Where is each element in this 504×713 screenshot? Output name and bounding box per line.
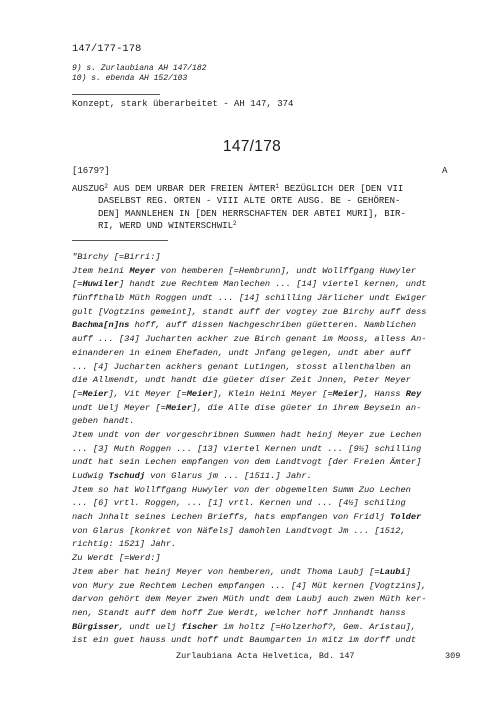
body-line: ist ein guet hauss undt hoff undt Baumgarten in mitz im dorff undt — [72, 635, 417, 646]
footnote-10: 10) s. ebenda AH 152/103 — [72, 74, 188, 83]
body-line: Ludwig Tschudj von Glarus jm ... [1511.] Jahr. — [72, 471, 312, 481]
body-line: Jtem aber hat heinj Meyer von hemberen, undt Thoma Laubj [=Laubi] — [72, 566, 411, 577]
body-line: [=Huwiler] handt zue Rechtem Manlechen ... [14] viertel kernen, undt — [72, 279, 427, 290]
body-line: darvon gehört dem Meyer zwen Müth undt dem Laubj auch zwen Müth ker- — [72, 594, 427, 605]
body-line: undt hat sein Lechen empfangen von dem Landtvogt [der Freien Ämter] — [72, 457, 422, 468]
running-head: 147/177-178 — [72, 43, 142, 55]
page-number: 309 — [445, 651, 461, 661]
document-number: 147/178 — [222, 138, 282, 155]
heading-line: DEN] MANNLEHEN IN [DEN HERRSCHAFTEN DER ABTEI MURI], BIR- — [98, 208, 406, 219]
document-heading — [72, 183, 452, 233]
body-line: undt Uelj Meyer [=Meier], die Alle dise güeter in ihrem Beysein an- — [72, 402, 422, 413]
footnote-ref: 1 — [275, 183, 280, 190]
body-line: Jtem undt von der vorgeschribnen Summen hadt heinj Meyer zue Lechen — [72, 429, 422, 440]
heading-line: DASELBST REG. ORTEN - VIII ALTE ORTE AUSG. BE - GEHÖREN- — [98, 196, 401, 207]
body-line: einanderen in einem Ehefaden, undt Jnfang gelegen, undt aber auff — [72, 347, 411, 358]
body-line: fünffthalb Müth Roggen undt ... [14] schilling Järlicher undt Ewiger — [72, 293, 427, 304]
body-line: gult [Vogtzins gemeint], standt auff der vogtey zue Birchy auff dess — [72, 306, 427, 317]
source-note: Konzept, stark überarbeitet - AH 147, 374 — [72, 99, 294, 109]
body-line: Jtem heini Meyer von hemberen [=Hembrunn], undt Wollffgang Huwyler — [72, 265, 417, 276]
body-line: ... [4] Jucharten ackhers genant Lutingen, stosst allenthalben an — [72, 361, 411, 372]
body-line: Bachma[n]ns hoff, auff dissen Nachgeschriben güetteren. Namblichen — [72, 320, 417, 331]
body-line: ... [6] vrtl. Roggen, ... [1] vrtl. Kernen und ... [4½] schiling — [72, 498, 406, 509]
body-line: Jtem so hat Wollffgang Huwyler von der obgemelten Summ Zuo Lechen — [72, 484, 411, 495]
heading-line: AUSZUG$^2$ AUS DEM URBAR DER FREIEN ÄMTER$^1$ BEZÜGLICH DER [DEN VII — [72, 183, 404, 194]
footnote-ref: 2 — [233, 220, 237, 228]
body-line: nen, Standt auff dem hoff Zue Werdt, welcher hoff Jnnhandt hanss — [72, 607, 406, 618]
body-line: von Glarus [konkret von Näfels] damohlen Landtvogt Jm ... [1512, — [72, 525, 406, 536]
body-line: Bürgisser, undt uelj fischer im holtz [=Holzerhof?, Gem. Aristau], — [72, 621, 417, 632]
body-line: [=Meier], Vit Meyer [=Meier], Klein Heini Meyer [=Meier], Hanss Rey — [72, 388, 422, 399]
body-line: ... [3] Muth Roggen ... [13] viertel Kernen undt ... [9½] schilling — [72, 443, 422, 454]
body-line: richtig: 1521] Jahr. — [72, 539, 177, 550]
body-line: auff ... [34] Jucharten ackher zue Birch genant im Mooss, alless An- — [72, 334, 427, 345]
body-line: geben handt. — [72, 416, 135, 427]
body-line: die Allmendt, undt handt die güeter diser Zeit Jnnen, Peter Meyer — [72, 375, 411, 386]
footnote-separator — [72, 94, 160, 95]
footnote-ref: 2 — [104, 183, 109, 190]
document-body — [72, 251, 462, 648]
footnote-9: 9) s. Zurlaubiana AH 147/182 — [72, 64, 207, 73]
heading-line: RI, WERD UND WINTERSCHWIL$^2$ — [98, 220, 237, 232]
body-line: nach Jnhalt seines Lechen Brieffs, hats empfangen von Fridlj Tolder — [72, 512, 422, 523]
document-date: [1679?] — [72, 166, 110, 176]
body-line: von Mury zue Rechtem Lechen empfangen ... [4] Müt kernen [Vogtzins], — [72, 580, 427, 591]
page-footer: Zurlaubiana Acta Helvetica, Bd. 147 — [176, 651, 355, 661]
heading-separator — [72, 240, 168, 241]
body-line: Zu Werdt [=Werd:] — [72, 553, 161, 564]
body-line: "Birchy [=Birri:] — [72, 252, 161, 262]
version-letter: A — [442, 166, 448, 176]
